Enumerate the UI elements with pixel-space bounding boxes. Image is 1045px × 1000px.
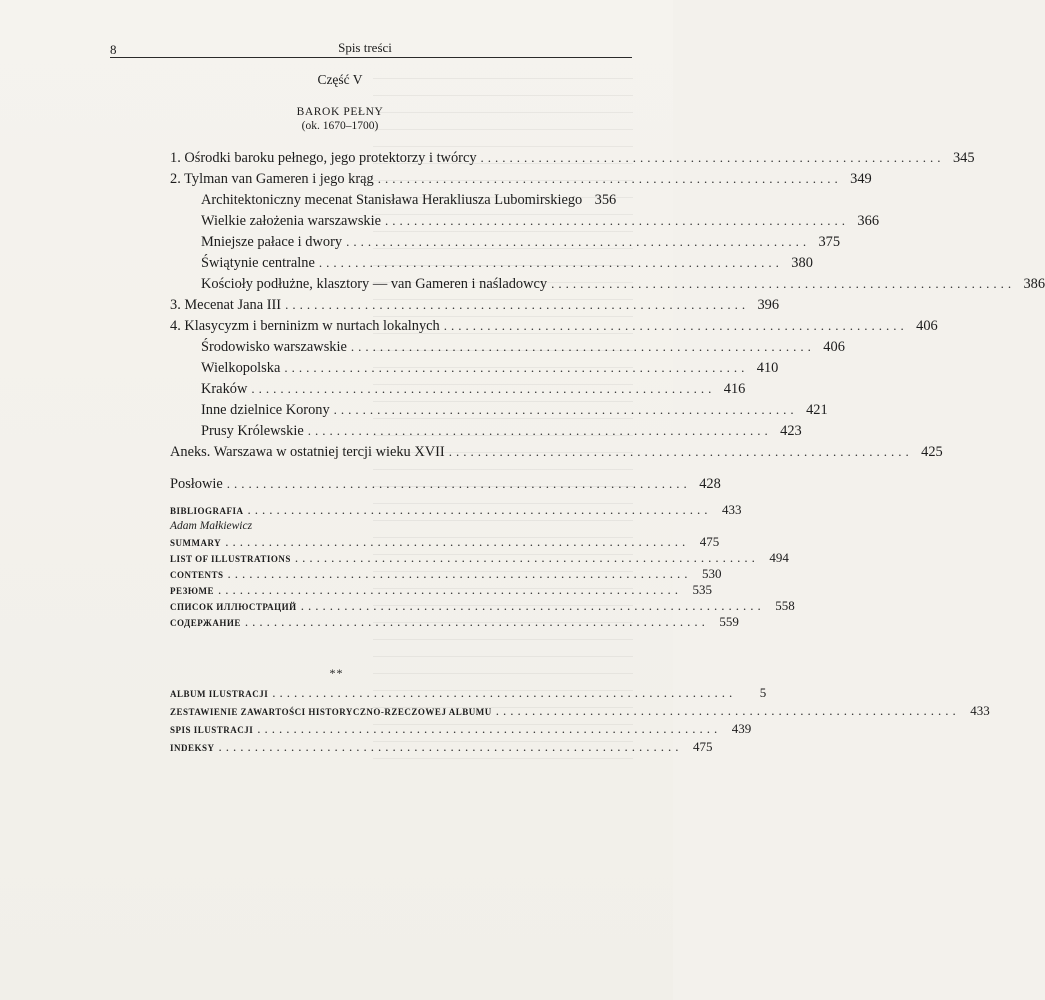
toc-entry-bibliography[interactable]: BIBLIOGRAFIA ................................................................ 433 — [170, 502, 742, 517]
section-separator: ** — [329, 666, 344, 680]
toc-entry[interactable]: Środowisko warszawskie ................................................................ 406 — [170, 336, 600, 357]
toc-entry-afterword[interactable]: Posłowie ................................................................ 428 — [170, 473, 600, 494]
bibliography-author: Adam Małkiewicz — [170, 520, 253, 532]
header-rule — [110, 57, 632, 58]
toc-entry[interactable]: 2. Tylman van Gameren i jego krąg ................................................................ 349 — [170, 168, 600, 189]
running-head — [110, 36, 620, 58]
album-contents — [170, 684, 990, 756]
toc-entry[interactable]: Kraków ................................................................ 416 — [170, 378, 600, 399]
leader-dots: ................................................................ — [226, 476, 691, 491]
leader-dots: ................................................................ — [350, 339, 815, 354]
page-number: 8 — [110, 42, 117, 57]
leader-dots: ................................................................ — [218, 739, 683, 754]
toc-entry[interactable]: Prusy Królewskie ................................................................ 423 — [170, 420, 600, 441]
leader-dots: ................................................................ — [285, 297, 750, 312]
toc-entry-indexes[interactable]: INDEKSY ................................................................ 475 — [170, 739, 713, 754]
toc-entry-list-of-illustrations[interactable]: LIST OF ILLUSTRATIONS ................................................................ 494 — [170, 550, 789, 565]
leader-dots: ................................................................ — [333, 402, 798, 417]
toc-entry-soderzhanie[interactable]: СОДЕРЖАНИЕ ................................................................ 559 — [170, 614, 739, 629]
leader-dots: ................................................................ — [247, 502, 712, 517]
leader-dots: ................................................................ — [551, 276, 1016, 291]
leader-dots: ................................................................ — [307, 423, 772, 438]
leader-dots: ................................................................ — [318, 255, 783, 270]
leader-dots: ................................................................ — [377, 171, 842, 186]
part-subtitle: BAROK PEŁNY — [296, 106, 384, 118]
toc-entry[interactable]: Aneks. Warszawa w ostatniej tercji wieku XVII ................................................................ 425 — [170, 441, 600, 462]
toc-entry-album[interactable]: ALBUM ILUSTRACJI ................................................................ 5 — [170, 685, 767, 700]
toc-entry-spisok[interactable]: СПИСОК ИЛЛЮСТРАЦИЙ ................................................................ 558 — [170, 598, 795, 613]
leader-dots: ................................................................ — [225, 534, 690, 549]
leader-dots: ................................................................ — [300, 598, 765, 613]
leader-dots: ................................................................ — [294, 550, 759, 565]
toc-entry[interactable]: Inne dzielnice Korony ................................................................ 421 — [170, 399, 600, 420]
leader-dots: ................................................................ — [385, 213, 850, 228]
leader-dots: ................................................................ — [346, 234, 811, 249]
table-of-contents — [170, 147, 1045, 630]
toc-entry[interactable]: 3. Mecenat Jana III ................................................................ 396 — [170, 294, 600, 315]
leader-dots: ................................................................ — [448, 444, 913, 459]
leader-dots: ................................................................ — [443, 318, 908, 333]
part-title: Część V — [317, 72, 363, 87]
leader-dots: ................................................................ — [218, 582, 682, 597]
toc-entry[interactable]: Wielkie założenia warszawskie ................................................................ 366 — [170, 210, 600, 231]
part-dates: (ok. 1670–1700) — [301, 120, 379, 132]
toc-entry-album-summary[interactable]: ZESTAWIENIE ZAWARTOŚCI HISTORYCZNO-RZECZOWEJ ALBUMU ................................................................ 433 — [170, 703, 990, 718]
leader-dots: ................................................................ — [244, 614, 709, 629]
toc-entry[interactable]: Świątynie centralne ................................................................ 380 — [170, 252, 600, 273]
running-title: Spis treści — [338, 40, 392, 55]
toc-entry[interactable]: 4. Klasycyzm i berninizm w nurtach lokalnych ................................................................ 406 — [170, 315, 600, 336]
leader-dots: ................................................................ — [251, 381, 716, 396]
toc-entry[interactable]: Wielkopolska ................................................................ 410 — [170, 357, 600, 378]
leader-dots: ................................................................ — [495, 703, 960, 718]
toc-entry[interactable]: Architektoniczny mecenat Stanisława Herakliusza Lubomirskiego 356 — [201, 192, 617, 208]
toc-entry[interactable]: Kościoły podłużne, klasztory — van Gameren i naśladowcy ................................................................ 386 — [170, 273, 600, 294]
toc-entry-rezume[interactable]: РЕЗЮМЕ ................................................................ 535 — [170, 582, 712, 597]
leader-dots: ................................................................ — [272, 685, 737, 700]
toc-entry-summary[interactable]: SUMMARY ................................................................ 475 — [170, 534, 720, 549]
toc-entry[interactable]: Mniejsze pałace i dwory ................................................................ 375 — [170, 231, 600, 252]
leader-dots: ................................................................ — [284, 360, 749, 375]
toc-entry[interactable]: 1. Ośrodki baroku pełnego, jego protektorzy i twórcy ................................................................ 345 — [170, 147, 600, 168]
toc-entry-contents[interactable]: CONTENTS ................................................................ 530 — [170, 566, 722, 581]
toc-entry-illustrations-list[interactable]: SPIS ILUSTRACJI ................................................................ 439 — [170, 721, 752, 736]
leader-dots: ................................................................ — [480, 150, 945, 165]
leader-dots: ................................................................ — [257, 721, 722, 736]
leader-dots: ................................................................ — [227, 566, 692, 581]
